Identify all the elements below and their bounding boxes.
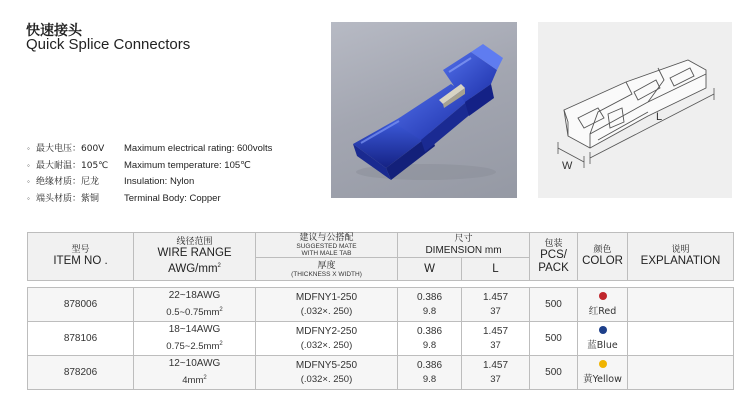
bullet-icon: ◦ xyxy=(27,177,30,186)
table-row xyxy=(28,288,734,322)
explanation xyxy=(628,356,734,390)
product-photo xyxy=(331,22,517,198)
spec-list xyxy=(27,141,272,207)
header-explanation: 说明 EXPLANATION xyxy=(628,233,734,281)
spec-temperature xyxy=(27,158,272,175)
header-item: 型号 ITEM NO . xyxy=(28,233,134,281)
dimension-l: 1.457 37 xyxy=(462,288,530,322)
title-chinese: 快速接头 xyxy=(26,23,82,39)
header-color: 颜色 COLOR xyxy=(578,233,628,281)
header-thickness: 厚度 (THICKNESS X WIDTH) xyxy=(256,258,398,281)
pack-qty: 500 xyxy=(530,356,578,390)
spec-temperature-en: Maximum temperature: 105℃ xyxy=(124,159,251,171)
item-number: 878006 xyxy=(28,288,134,322)
color-swatch-icon xyxy=(599,326,607,334)
header-dimension: 尺寸 DIMENSION mm xyxy=(398,233,530,258)
pack-qty: 500 xyxy=(530,288,578,322)
dimension-w: 0.386 9.8 xyxy=(398,356,462,390)
dimension-w: 0.386 9.8 xyxy=(398,288,462,322)
technical-drawing xyxy=(538,22,732,198)
pack-qty: 500 xyxy=(530,322,578,356)
suggested-mate: MDFNY2-250 (.032×. 250) xyxy=(256,322,398,356)
explanation xyxy=(628,322,734,356)
color-swatch-icon xyxy=(599,360,607,368)
header-w: W xyxy=(398,258,462,281)
connector-line-drawing xyxy=(538,22,732,198)
bullet-icon: ◦ xyxy=(27,144,30,153)
explanation xyxy=(628,288,734,322)
spec-insulation-en: Insulation: Nylon xyxy=(124,176,195,187)
color: 黄Yellow xyxy=(578,356,628,390)
header-wire-range: 线径范围 WIRE RANGE AWG/$mm^2$ xyxy=(134,233,256,281)
wire-range: 22~18AWG $0.5\sim 0.75mm^2$ xyxy=(134,288,256,322)
table-row xyxy=(28,356,734,390)
width-label: W xyxy=(562,160,573,172)
dimension-l: 1.457 37 xyxy=(462,356,530,390)
bullet-icon: ◦ xyxy=(27,193,30,203)
table-gap xyxy=(28,281,734,288)
dimension-l: 1.457 37 xyxy=(462,322,530,356)
color-swatch-icon xyxy=(599,292,607,300)
title-english: Quick Splice Connectors xyxy=(26,36,191,53)
item-number: 878106 xyxy=(28,322,134,356)
spec-terminal xyxy=(27,191,272,208)
connector-photo-illustration xyxy=(331,22,517,198)
wire-range: 12~10AWG $4mm^2$ xyxy=(134,356,256,390)
spec-table xyxy=(27,232,734,390)
header-pack: 包装 PCS/ PACK xyxy=(530,233,578,281)
suggested-mate: MDFNY1-250 (.032×. 250) xyxy=(256,288,398,322)
spec-terminal-cn: 端头材质：紫铜 xyxy=(36,193,100,204)
spec-voltage-en: Maximum electrical rating: 600volts xyxy=(124,143,273,154)
spec-temperature-cn: 最大耐温：105℃ xyxy=(36,160,109,171)
header-l: L xyxy=(462,258,530,281)
color: 红Red xyxy=(578,288,628,322)
spec-voltage xyxy=(27,141,272,158)
spec-terminal-en: Terminal Body: Copper xyxy=(124,192,221,204)
color: 蓝Blue xyxy=(578,322,628,356)
suggested-mate: MDFNY5-250 (.032×. 250) xyxy=(256,356,398,390)
bullet-icon: ◦ xyxy=(27,160,30,170)
dimension-w: 0.386 9.8 xyxy=(398,322,462,356)
spec-voltage-cn: 最大电压：600V xyxy=(36,144,105,154)
spec-insulation-cn: 绝缘材质：尼龙 xyxy=(36,177,100,187)
item-number: 878206 xyxy=(28,356,134,390)
spec-insulation xyxy=(27,174,272,191)
wire-range: 18~14AWG $0.75\sim 2.5mm^2$ xyxy=(134,322,256,356)
header-suggested-mate: 建议与公搭配 SUGGESTED MATE WITH MALE TAB xyxy=(256,233,398,258)
table-row xyxy=(28,322,734,356)
length-label: L xyxy=(656,111,663,123)
